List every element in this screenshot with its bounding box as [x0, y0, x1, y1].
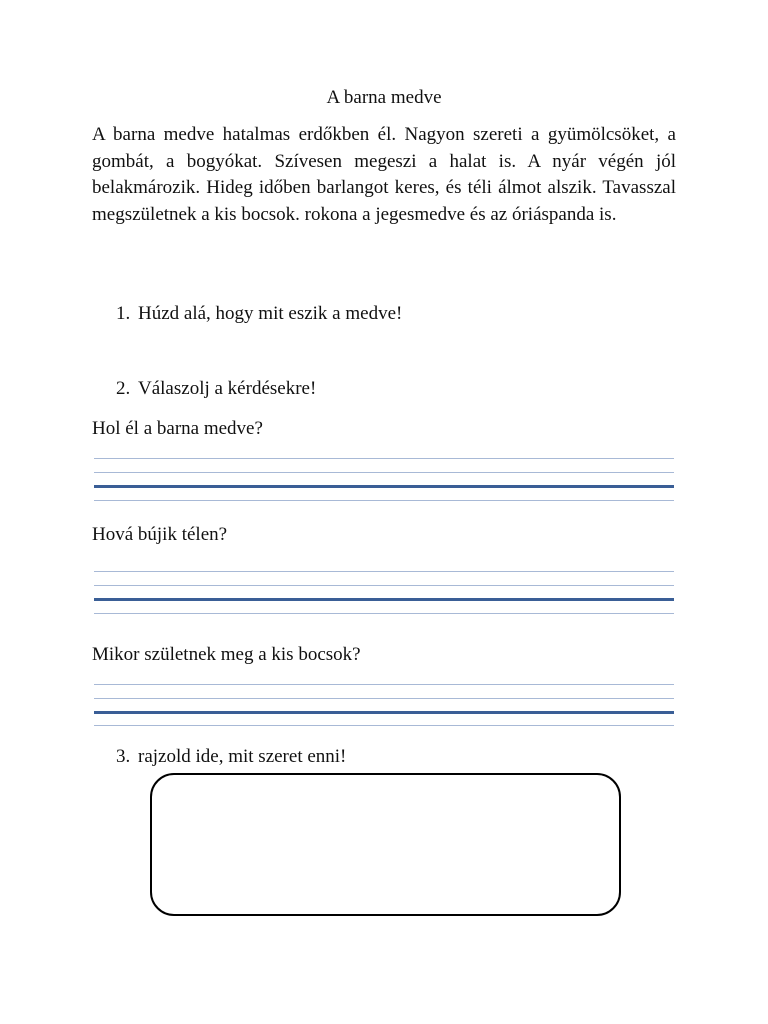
task-2 [116, 377, 316, 401]
answer-lines-3[interactable] [94, 684, 674, 728]
guide-line [94, 684, 674, 685]
task-number: 2. [116, 378, 131, 399]
task-number: 1. [116, 303, 131, 324]
guide-line [94, 472, 674, 473]
task-text: Húzd alá, hogy mit eszik a medve! [138, 303, 403, 324]
guide-line [94, 698, 674, 699]
question-2: Hová bújik télen? [92, 524, 228, 545]
base-line [94, 711, 674, 714]
question-3: Mikor születnek meg a kis bocsok? [92, 644, 361, 665]
task-text: rajzold ide, mit szeret enni! [138, 746, 347, 767]
guide-line [94, 613, 674, 614]
guide-line [94, 571, 674, 572]
answer-lines-1[interactable] [94, 458, 674, 502]
base-line [94, 485, 674, 488]
task-3 [116, 745, 346, 769]
base-line [94, 598, 674, 601]
worksheet-title: A barna medve [326, 87, 442, 108]
question-1: Hol él a barna medve? [92, 418, 263, 439]
task-number: 3. [116, 746, 131, 767]
guide-line [94, 585, 674, 586]
drawing-box[interactable] [150, 773, 621, 916]
guide-line [94, 500, 674, 501]
guide-line [94, 725, 674, 726]
answer-lines-2[interactable] [94, 571, 674, 615]
task-1 [116, 302, 402, 326]
guide-line [94, 458, 674, 459]
task-text: Válaszolj a kérdésekre! [138, 378, 317, 399]
reading-passage: A barna medve hatalmas erdőkben él. Nagyon szereti a gyümölcsöket, a gombát, a bogyókat. Szívesen megeszi a halat is. A nyár végén jól belakmározik. Hideg időben barlangot keres, és téli álmot alszik. Tavasszal megszületnek a kis bocsok. rokona a jegesmedve és az óriáspanda is. [92, 124, 676, 225]
